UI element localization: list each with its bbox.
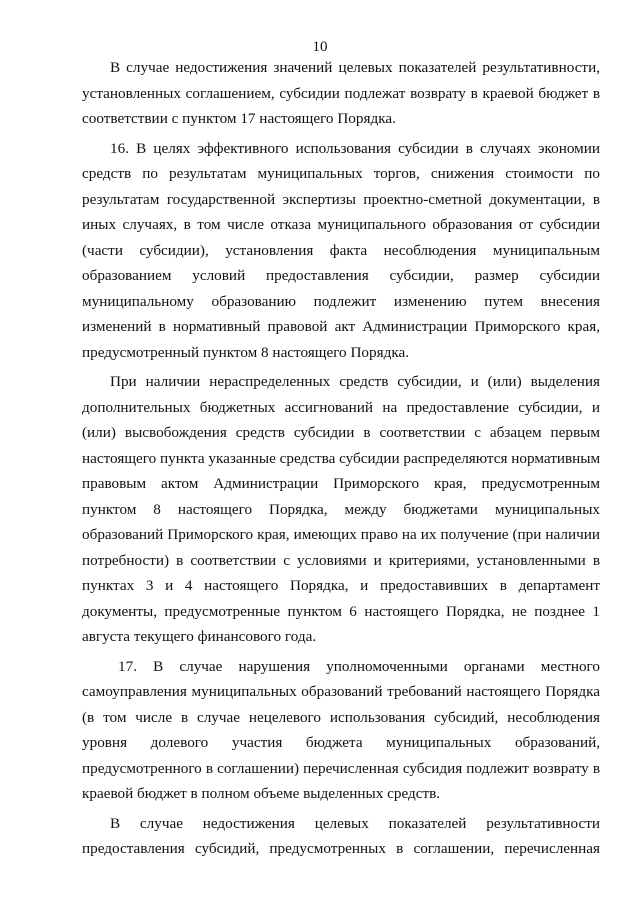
text-line: предоставления субсидий, предусмотренных в соглашении, перечисленная (82, 840, 600, 857)
text-line: 16. В целях эффективного использования субсидии в случаях экономии (110, 139, 600, 157)
text-line: установленных соглашением, субсидии подлежат возврату в краевой бюджет в (82, 84, 600, 102)
text-line: В случае недостижения значений целевых показателей результативности, (110, 59, 600, 76)
text-line: краевой бюджет в полном объеме выделенных средств. (82, 785, 441, 802)
text-line: предусмотренного в соглашении) перечисленная субсидия подлежит возврату в (82, 759, 600, 777)
text-line: августа текущего финансового года. (82, 628, 317, 645)
text-line: 17. В случае нарушения уполномоченными органами местного (118, 657, 600, 675)
text-line: соответствии с пунктом 17 настоящего Порядка. (82, 110, 396, 127)
text-line: пунктах 3 и 4 настоящего Порядка, и предоставивших в департамент (82, 577, 600, 594)
text-line: При наличии нераспределенных средств субсидии, и (или) выделения (110, 373, 600, 390)
text-line: уровня долевого участия бюджета муниципальных образований, (82, 734, 600, 751)
text-line: образований Приморского края, имеющих право на их получение (при наличии (82, 526, 600, 543)
text-line: В случае недостижения целевых показателей результативности (110, 814, 600, 832)
text-line: результатам государственной экспертизы проектно-сметной документации, в (82, 190, 600, 208)
page-number: 10 (312, 39, 328, 55)
text-line: самоуправления муниципальных образований требований настоящего Порядка (82, 683, 600, 700)
text-line: иных случаях, в том числе отказа муниципального образования от субсидии (82, 216, 600, 233)
text-line: изменений в нормативный правовой акт Администрации Приморского края, (82, 318, 600, 335)
document-body (82, 55, 600, 862)
text-line: средств по результатам муниципальных торгов, снижения стоимости по (82, 165, 600, 182)
text-line: (в том числе в случае нецелевого использования субсидий, несоблюдения (82, 708, 600, 726)
text-line: документы, предусмотренные пунктом 6 настоящего Порядка, не позднее 1 (82, 602, 600, 620)
text-line: правовым актом Администрации Приморского края, предусмотренным (82, 475, 600, 492)
text-line: (части субсидии), установления факта несоблюдения муниципальным (82, 241, 600, 259)
text-line: предусмотренный пунктом 8 настоящего Порядка. (82, 343, 410, 361)
text-line: потребности) в соответствии с условиями и критериями, установленными в (82, 551, 600, 569)
text-line: образованием условий предоставления субсидии, размер субсидии (82, 267, 600, 284)
text-line: пунктом 8 настоящего Порядка, между бюджетами муниципальных (82, 500, 600, 518)
text-line: настоящего пункта указанные средства субсидии распределяются нормативным (82, 449, 601, 467)
text-line: (или) высвобождения средств субсидии в соответствии с абзацем первым (82, 424, 600, 441)
text-line: муниципальному образованию подлежит изменению путем внесения (82, 292, 600, 310)
text-line: дополнительных бюджетных ассигнований на предоставление субсидии, и (82, 398, 600, 416)
